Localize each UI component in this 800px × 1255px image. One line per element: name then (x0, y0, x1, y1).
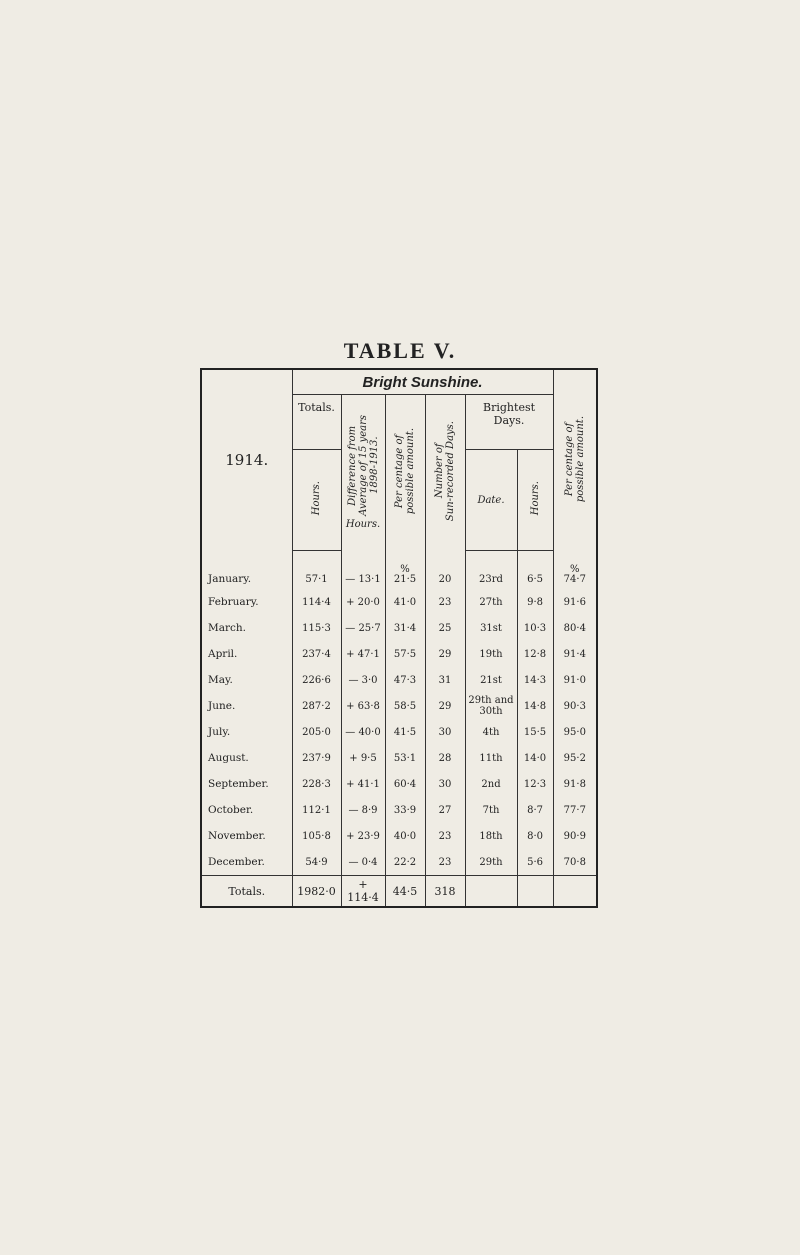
hours-header: Hours. (292, 450, 341, 551)
table-row (201, 823, 597, 849)
percent-sign: % (400, 564, 410, 575)
totals-row (201, 876, 597, 908)
cell-date: 29th (465, 849, 517, 876)
cell-date: 23rd (465, 551, 517, 590)
cell-month: October. (201, 797, 292, 823)
brightest-days-header: Brightest Days. (465, 395, 553, 450)
cell-month: December. (201, 849, 292, 876)
cell-diff: — 25·7 (341, 615, 385, 641)
cell-bhours: 12·8 (517, 641, 553, 667)
cell-diff: + 63·8 (341, 693, 385, 719)
cell-days: 27 (425, 797, 465, 823)
sunshine-table (200, 368, 598, 908)
cell-bpct: 77·7 (553, 797, 597, 823)
cell-hours: 237·9 (292, 745, 341, 771)
cell-date: 21st (465, 667, 517, 693)
table-row (201, 771, 597, 797)
cell-month: November. (201, 823, 292, 849)
cell-pct: 57·5 (385, 641, 425, 667)
cell-diff: — 13·1 (341, 551, 385, 590)
cell-bhours: 8·7 (517, 797, 553, 823)
cell-date: 31st (465, 615, 517, 641)
cell-pct: 58·5 (385, 693, 425, 719)
cell-hours: 114·4 (292, 589, 341, 615)
totals-date-empty (465, 876, 517, 908)
totals-diff: + 114·4 (341, 876, 385, 908)
percentage-header: Per centage of possible amount. (385, 395, 425, 551)
cell-date: 11th (465, 745, 517, 771)
cell-diff: + 41·1 (341, 771, 385, 797)
cell-bhours: 9·8 (517, 589, 553, 615)
cell-hours: 57·1 (292, 551, 341, 590)
cell-diff: — 40·0 (341, 719, 385, 745)
sun-days-header: Number of Sun-recorded Days. (425, 395, 465, 551)
cell-diff: + 47·1 (341, 641, 385, 667)
cell-days: 30 (425, 719, 465, 745)
cell-bpct: 70·8 (553, 849, 597, 876)
totals-hours: 1982·0 (292, 876, 341, 908)
table-row (201, 589, 597, 615)
table-row (201, 745, 597, 771)
table-row (201, 551, 597, 590)
totals-bhours-empty (517, 876, 553, 908)
table-row (201, 667, 597, 693)
cell-month: May. (201, 667, 292, 693)
cell-pct: 41·0 (385, 589, 425, 615)
cell-bpct: 95·0 (553, 719, 597, 745)
cell-bhours: 12·3 (517, 771, 553, 797)
cell-days: 20 (425, 551, 465, 590)
cell-month: August. (201, 745, 292, 771)
cell-days: 29 (425, 641, 465, 667)
cell-days: 23 (425, 849, 465, 876)
cell-hours: 112·1 (292, 797, 341, 823)
difference-header: Difference from Average of 15 years 1898-1913. Hours. (341, 395, 385, 551)
totals-days: 318 (425, 876, 465, 908)
cell-date: 4th (465, 719, 517, 745)
cell-days: 31 (425, 667, 465, 693)
cell-month: July. (201, 719, 292, 745)
cell-pct: 41·5 (385, 719, 425, 745)
cell-month: January. (201, 551, 292, 590)
table-row (201, 641, 597, 667)
cell-month: February. (201, 589, 292, 615)
table-row (201, 849, 597, 876)
cell-pct: 60·4 (385, 771, 425, 797)
cell-hours: 115·3 (292, 615, 341, 641)
cell-diff: + 9·5 (341, 745, 385, 771)
cell-hours: 205·0 (292, 719, 341, 745)
cell-diff: + 20·0 (341, 589, 385, 615)
cell-date: 18th (465, 823, 517, 849)
cell-pct: 31·4 (385, 615, 425, 641)
cell-pct: 22·2 (385, 849, 425, 876)
cell-bpct: 91·6 (553, 589, 597, 615)
cell-days: 30 (425, 771, 465, 797)
cell-month: September. (201, 771, 292, 797)
table-row (201, 719, 597, 745)
cell-pct: 53·1 (385, 745, 425, 771)
cell-bhours: 5·6 (517, 849, 553, 876)
cell-bpct: 95·2 (553, 745, 597, 771)
table-caption: Bright Sunshine. (292, 369, 553, 395)
cell-pct: 33·9 (385, 797, 425, 823)
cell-date: 27th (465, 589, 517, 615)
cell-bhours: 14·3 (517, 667, 553, 693)
cell-bpct: 90·9 (553, 823, 597, 849)
totals-label: Totals. (201, 876, 292, 908)
cell-days: 28 (425, 745, 465, 771)
page-title: TABLE V. (343, 338, 457, 363)
cell-pct: 47·3 (385, 667, 425, 693)
cell-date: 29th and 30th (465, 693, 517, 719)
cell-days: 23 (425, 823, 465, 849)
cell-month: April. (201, 641, 292, 667)
cell-diff: — 0·4 (341, 849, 385, 876)
table-row (201, 615, 597, 641)
totals-bpct-empty (553, 876, 597, 908)
cell-month: June. (201, 693, 292, 719)
cell-date: 2nd (465, 771, 517, 797)
cell-hours: 237·4 (292, 641, 341, 667)
cell-bpct: % 74·7 (553, 551, 597, 590)
brightest-percentage-header: Per centage of possible amount. (553, 369, 597, 551)
cell-days: 25 (425, 615, 465, 641)
cell-hours: 105·8 (292, 823, 341, 849)
cell-diff: — 3·0 (341, 667, 385, 693)
cell-diff: — 8·9 (341, 797, 385, 823)
cell-bhours: 6·5 (517, 551, 553, 590)
cell-hours: 287·2 (292, 693, 341, 719)
cell-date: 7th (465, 797, 517, 823)
table-body (201, 551, 597, 876)
cell-bhours: 15·5 (517, 719, 553, 745)
totals-header: Totals. (292, 395, 341, 450)
cell-bpct: 91·4 (553, 641, 597, 667)
cell-hours: 226·6 (292, 667, 341, 693)
cell-bhours: 10·3 (517, 615, 553, 641)
cell-bhours: 8·0 (517, 823, 553, 849)
brightest-hours-header: Hours. (517, 450, 553, 551)
totals-pct: 44·5 (385, 876, 425, 908)
cell-bhours: 14·8 (517, 693, 553, 719)
cell-bhours: 14·0 (517, 745, 553, 771)
cell-bpct: 80·4 (553, 615, 597, 641)
date-header: Date. (465, 450, 517, 551)
cell-days: 29 (425, 693, 465, 719)
cell-date: 19th (465, 641, 517, 667)
percent-sign: % (570, 564, 580, 575)
cell-bpct: 91·8 (553, 771, 597, 797)
cell-diff: + 23·9 (341, 823, 385, 849)
cell-bpct: 90·3 (553, 693, 597, 719)
cell-hours: 228·3 (292, 771, 341, 797)
cell-pct: 40·0 (385, 823, 425, 849)
table-row (201, 797, 597, 823)
table-row (201, 693, 597, 719)
cell-month: March. (201, 615, 292, 641)
cell-pct: % 21·5 (385, 551, 425, 590)
cell-bpct: 91·0 (553, 667, 597, 693)
year-header: 1914. (201, 369, 292, 551)
cell-hours: 54·9 (292, 849, 341, 876)
cell-days: 23 (425, 589, 465, 615)
